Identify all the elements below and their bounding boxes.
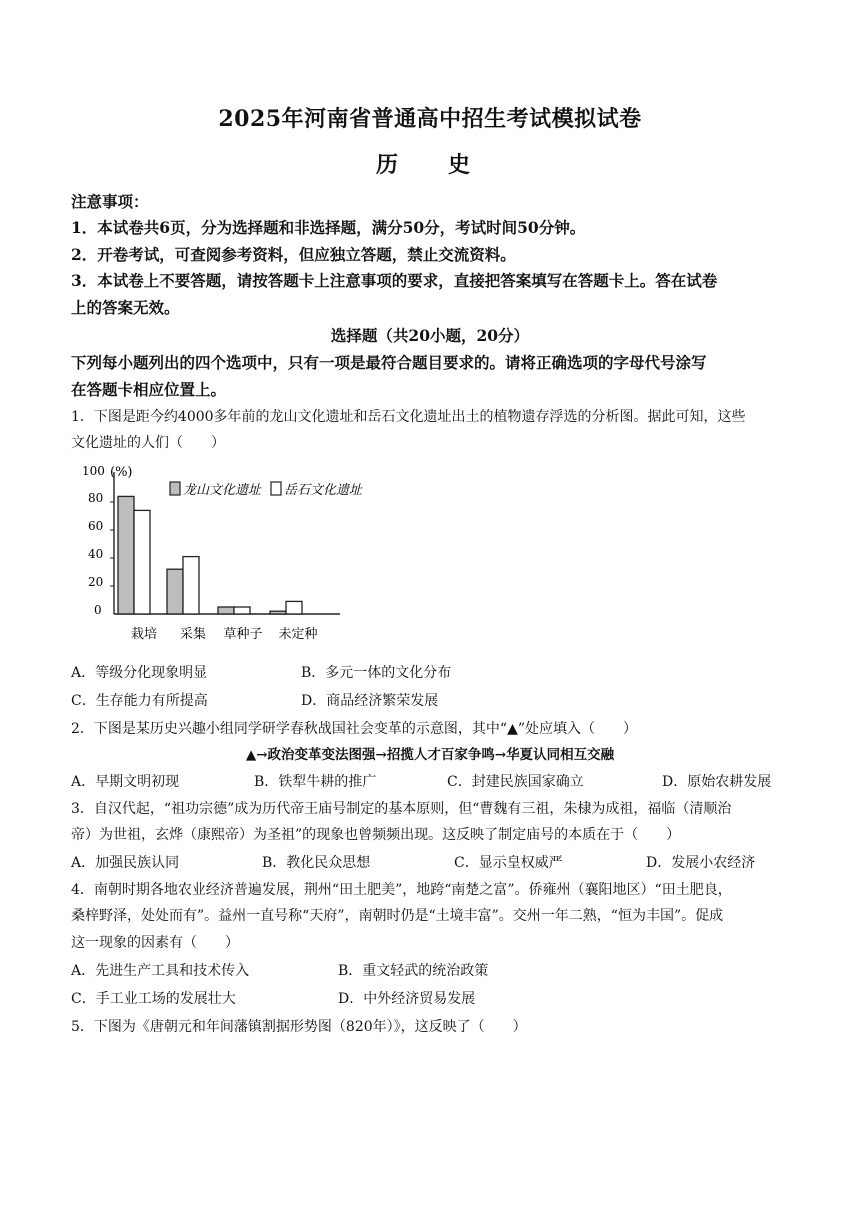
y-tick-label: 100 [82,464,105,478]
x-category-label: 栽培 [130,627,158,642]
notice-item: 上的答案无效。 [71,298,180,317]
x-category-label: 草种子 [223,627,263,642]
bar-yueshi-2 [234,607,250,614]
bar-yueshi-3 [286,601,302,614]
bar-longshan-0 [118,496,134,614]
question-2-option-c[interactable]: C．封建民族国家确立 [447,774,584,790]
question-3-text: 3．自汉代起，“祖功宗德”成为历代帝王庙号制定的基本原则，但“曹魏有三祖，朱棣为成祖，福临（清顺治 [71,801,732,817]
bar-longshan-2 [218,607,234,614]
question-4-text: 桑梓野泽，处处而有”。益州一直号称“天府”，南朝时仍是“土境丰富”。交州一年二熟，“恒为丰国”。促成 [71,908,724,924]
section-instruction: 在答题卡相应位置上。 [71,380,227,399]
y-tick-label: 40 [88,547,104,561]
notice-item: 1．本试卷共6页，分为选择题和非选择题，满分50分，考试时间50分钟。 [71,218,586,237]
question-4-text: 这一现象的因素有（ ） [71,935,239,951]
question-1-option-a[interactable]: A．等级分化现象明显 [71,665,208,681]
legend-swatch-yueshi [271,482,281,495]
question-3-option-c[interactable]: C．显示皇权威严 [454,855,563,871]
question-4-text: 4．南朝时期各地农业经济普遍发展，荆州“田土肥美”，地跨“南楚之富”。侨雍州（襄阳地区）“田土肥良， [71,882,732,898]
question-1-text: 1．下图是距今约4000多年前的龙山文化遗址和岳石文化遗址出土的植物遗存浮选的分析图。据此可知，这些 [71,409,746,425]
question-3-option-a[interactable]: A．加强民族认同 [71,855,180,871]
legend-label-yueshi: 岳石文化遗址 [284,483,363,498]
x-category-label: 采集 [179,627,207,642]
section-title: 选择题（共20小题，20分） [330,326,530,345]
notice-item: 2．开卷考试，可查阅参考资料，但应独立答题，禁止交流资料。 [71,245,516,264]
exam-title: 2025年河南省普通高中招生考试模拟试卷 [218,106,642,132]
y-tick-label: 80 [88,491,104,505]
question-5-text: 5．下图为《唐朝元和年间藩镇割据形势图（820年）》，这反映了（ ） [71,1019,527,1035]
y-tick-label: 60 [88,519,104,533]
bar-group [118,496,302,614]
bar-longshan-3 [270,611,286,614]
question-2-flow-diagram: ▲→政治变革变法图强→招揽人才百家争鸣→华夏认同相互交融 [245,747,615,763]
question-1-option-d[interactable]: D．商品经济繁荣发展 [301,693,439,709]
notice-item: 3．本试卷上不要答题，请按答题卡上注意事项的要求，直接把答案填写在答题卡上。答在试卷 [71,271,718,290]
x-category-label: 未定种 [278,627,318,642]
question-1-option-b[interactable]: B．多元一体的文化分布 [301,665,452,681]
question-2-option-d[interactable]: D．原始农耕发展 [662,774,772,790]
question-4-option-d[interactable]: D．中外经济贸易发展 [338,991,476,1007]
question-1-text: 文化遗址的人们（ ） [71,435,225,451]
y-tick-label: 20 [88,575,104,589]
bar-yueshi-0 [134,510,150,614]
question-3-text: 帝）为世祖，玄烨（康熙帝）为圣祖”的现象也曾频频出现。这反映了制定庙号的本质在于（ ） [71,827,681,843]
y-tick-label: 0 [94,603,102,617]
question-3-option-d[interactable]: D．发展小农经济 [646,855,756,871]
question-4-option-c[interactable]: C．手工业工场的发展壮大 [71,991,236,1007]
question-2-option-b[interactable]: B．铁犁牛耕的推广 [254,774,377,790]
notice-heading: 注意事项： [71,192,149,211]
legend-label-longshan: 龙山文化遗址 [183,483,262,498]
question-3-option-b[interactable]: B．教化民众思想 [262,855,371,871]
bar-longshan-1 [167,569,183,614]
plant-remains-bar-chart [78,458,378,648]
legend-swatch-longshan [170,482,180,495]
section-instruction: 下列每小题列出的四个选项中，只有一项是最符合题目要求的。请将正确选项的字母代号涂写 [71,353,707,372]
y-axis-unit: (%) [110,465,133,480]
subject-title: 历 史 [375,152,484,178]
question-4-option-b[interactable]: B．重文轻武的统治政策 [338,963,489,979]
bar-yueshi-1 [183,557,199,614]
question-2-text: 2．下图是某历史兴趣小组同学研学春秋战国社会变革的示意图，其中“▲”处应填入（ ） [71,721,637,737]
question-1-option-c[interactable]: C．生存能力有所提高 [71,693,208,709]
question-2-option-a[interactable]: A．早期文明初现 [71,774,180,790]
question-4-option-a[interactable]: A．先进生产工具和技术传入 [71,963,250,979]
